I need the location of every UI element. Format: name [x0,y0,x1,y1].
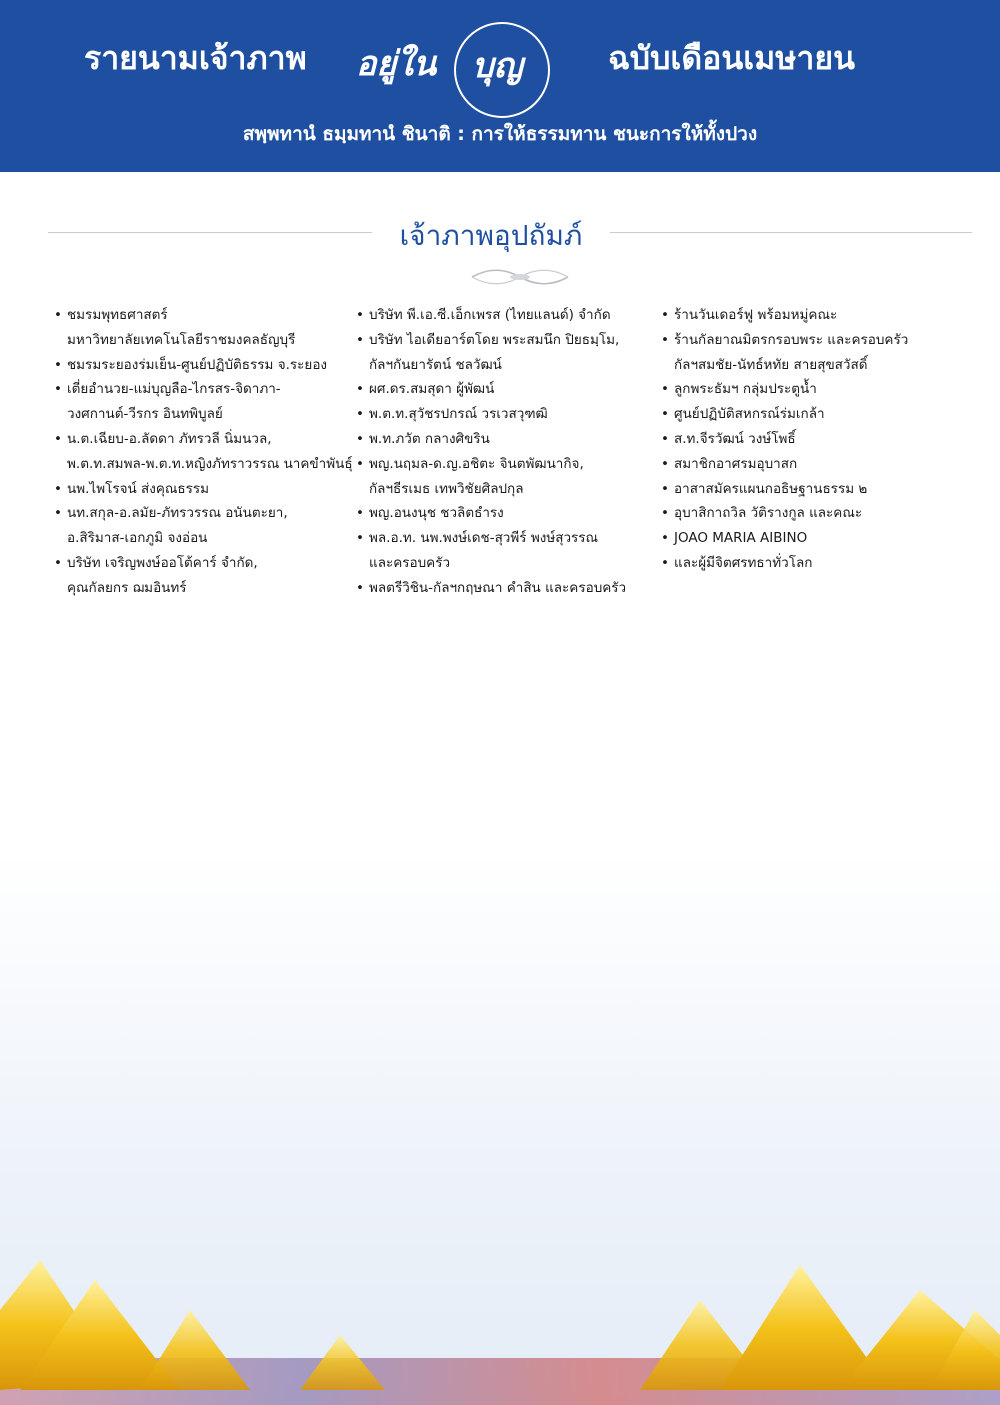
sponsor-name-line: พ.ต.ท.สมพล-พ.ต.ท.หญิงภัทราวรรณ นาคขำพันธุ์ [67,455,353,472]
sponsor-list-item [356,452,656,502]
sponsor-name-line: วงศกานต์-วีรกร อินทพิบูลย์ [67,406,223,423]
sponsor-name-line: เตี่ยอำนวย-แม่บุญลือ-ไกรสร-จิดาภา- [67,381,281,398]
sponsor-list-item [356,402,656,427]
ornament-flourish-icon [468,266,572,288]
bullet-icon: • [356,530,364,547]
bullet-icon: • [54,554,62,571]
sponsor-name-line: พ.ท.ภวัต กลางศิขริน [369,430,490,447]
sponsor-column-2 [356,303,656,601]
sponsor-list-item [54,477,354,502]
sponsor-list-item [54,501,354,551]
sponsor-name-line: นพ.ไพโรจน์ ส่งคุณธรรม [67,480,210,497]
sponsor-name-line: พญ.อนงนุช ชวลิตธำรง [369,505,504,522]
sponsor-name-line: กัลฯสมชัย-นัทธ์หทัย สายสุขสวัสดิ์ [674,356,868,373]
sponsor-list-item [54,377,354,427]
sponsor-list-item [661,402,981,427]
sponsor-name-line: กัลฯธีรเมธ เทพวิชัยศิลปกุล [369,480,524,497]
sponsor-list-item [661,427,981,452]
sponsor-name-line: ชมรมพุทธศาสตร์ [67,307,168,323]
sponsor-name-line: อ.สิริมาส-เอกภูมิ จงอ่อน [67,530,208,547]
sponsor-list-item [661,501,981,526]
section-heading [0,210,1000,290]
sponsor-list-item [356,576,656,601]
sponsor-name-line: บริษัท เจริญพงษ์ออโต้คาร์ จำกัด, [67,554,258,571]
header-title-left: รายนามเจ้าภาพ [84,39,307,77]
bullet-icon: • [661,554,669,571]
bullet-icon: • [356,505,364,522]
sponsor-list-item [54,551,354,601]
sponsor-column-1 [54,303,354,601]
heading-rule-left [48,232,372,233]
bullet-icon: • [54,356,62,373]
sponsor-name-line: JOAO MARIA AIBINO [674,530,808,547]
bullet-icon: • [54,505,62,522]
bullet-icon: • [356,381,364,398]
header-banner [0,0,1000,172]
sponsor-name-line: ศูนย์ปฏิบัติสหกรณ์ร่มเกล้า [674,406,825,423]
bullet-icon: • [661,530,669,547]
sponsor-list-item [661,377,981,402]
sponsor-name-line: ส.ท.จีรวัฒน์ วงษ์โพธิ์ [674,430,796,447]
header-motto: สพฺพทานํ ธมฺมทานํ ชินาติ : การให้ธรรมทาน ชนะการให้ทั้งปวง [242,123,758,145]
heading-rule-right [610,232,972,233]
sponsor-name-line: พลตรีวิชิน-กัลฯกฤษณา คำสิน และครอบครัว [369,579,627,596]
sponsor-name-line: มหาวิทยาลัยเทคโนโลยีราชมงคลธัญบุรี [67,331,296,348]
sponsor-list-item [356,303,656,328]
golden-pagoda-decoration [0,1240,1000,1405]
sponsor-name-line: กัลฯกันยารัตน์ ชลวัฒน์ [369,356,502,373]
section-title: เจ้าภาพอุปถัมภ์ [399,219,583,252]
bullet-icon: • [661,381,669,398]
bullet-icon: • [356,579,364,596]
sponsor-name-line: ร้านกัลยาณมิตรกรอบพระ และครอบครัว [674,331,909,348]
sponsor-name-line: อุบาสิกาถวิล วัติรางกูล และคณะ [674,505,863,522]
sponsor-name-line: พล.อ.ท. นพ.พงษ์เดช-สุวพีร์ พงษ์สุวรรณ [369,530,599,547]
sponsor-list-item [661,477,981,502]
sponsor-name-line: นท.สกุล-อ.ลมัย-ภัทรวรรณ อนันตะยา, [67,505,288,522]
sponsor-list-item [356,377,656,402]
bullet-icon: • [356,307,364,323]
sponsor-list-item [661,526,981,551]
sponsor-list-item [661,452,981,477]
bullet-icon: • [661,331,669,348]
logo-text-left: อยู่ใน [356,44,437,84]
sponsor-name-line: ร้านวันเดอร์ฟู พร้อมหมู่คณะ [674,307,838,323]
sponsor-name-line: สมาชิกอาศรมอุบาสก [674,455,798,472]
sponsor-list-item [54,427,354,477]
sponsor-list-item [54,303,354,353]
bullet-icon: • [356,406,364,423]
sponsor-list-item [356,526,656,576]
bullet-icon: • [356,430,364,447]
bullet-icon: • [356,331,364,348]
sponsor-name-line: ผศ.ดร.สมสุดา ผู้พัฒน์ [369,381,495,398]
bullet-icon: • [661,505,669,522]
logo-text-right: บุญ [472,46,523,86]
sponsor-list-item [661,551,981,576]
sponsor-list-item [356,328,656,378]
sponsor-name-line: บริษัท พี.เอ.ซี.เอ็กเพรส (ไทยแลนด์) จำกัด [369,307,611,323]
sponsor-name-line: พญ.นฤมล-ด.ญ.อชิตะ จินตพัฒนากิจ, [369,455,584,472]
bullet-icon: • [661,406,669,423]
bullet-icon: • [356,455,364,472]
bullet-icon: • [661,430,669,447]
bullet-icon: • [54,381,62,398]
sponsor-list-item [356,501,656,526]
sponsor-name-line: ลูกพระธัมฯ กลุ่มประตูน้ำ [674,381,817,398]
bullet-icon: • [661,307,669,323]
header-title-right: ฉบับเดือนเมษายน [608,39,855,77]
sponsor-name-line: บริษัท ไอเดียอาร์ตโดย พระสมนึก ปิยธมฺโม, [369,331,620,348]
sponsor-name-line: และผู้มีจิตศรทธาทั่วโลก [674,554,813,571]
sponsor-name-line: ชมรมระยองร่มเย็น-ศูนย์ปฏิบัติธรรม จ.ระยอง [67,356,328,373]
sponsor-list-item [54,353,354,378]
sponsor-name-line: และครอบครัว [369,554,451,571]
sponsor-list-item [356,427,656,452]
bullet-icon: • [54,430,62,447]
bullet-icon: • [54,480,62,497]
sponsor-name-line: น.ต.เฉียบ-อ.ลัดดา ภัทรวลี นิ่มนวล, [67,430,272,447]
sponsor-column-3 [661,303,981,576]
sponsor-name-line: พ.ต.ท.สุวัชรปกรณ์ วรเวสวุฑฒิ [369,406,548,423]
bullet-icon: • [661,480,669,497]
bullet-icon: • [54,307,62,323]
sponsor-list-item [661,303,981,328]
sponsor-name-line: อาสาสมัครแผนกอธิษฐานธรรม ๒ [674,480,868,497]
bullet-icon: • [661,455,669,472]
sponsor-list-item [661,328,981,378]
magazine-logo [350,18,570,118]
sponsor-name-line: คุณกัลยกร ฌมอินทร์ [67,579,187,596]
